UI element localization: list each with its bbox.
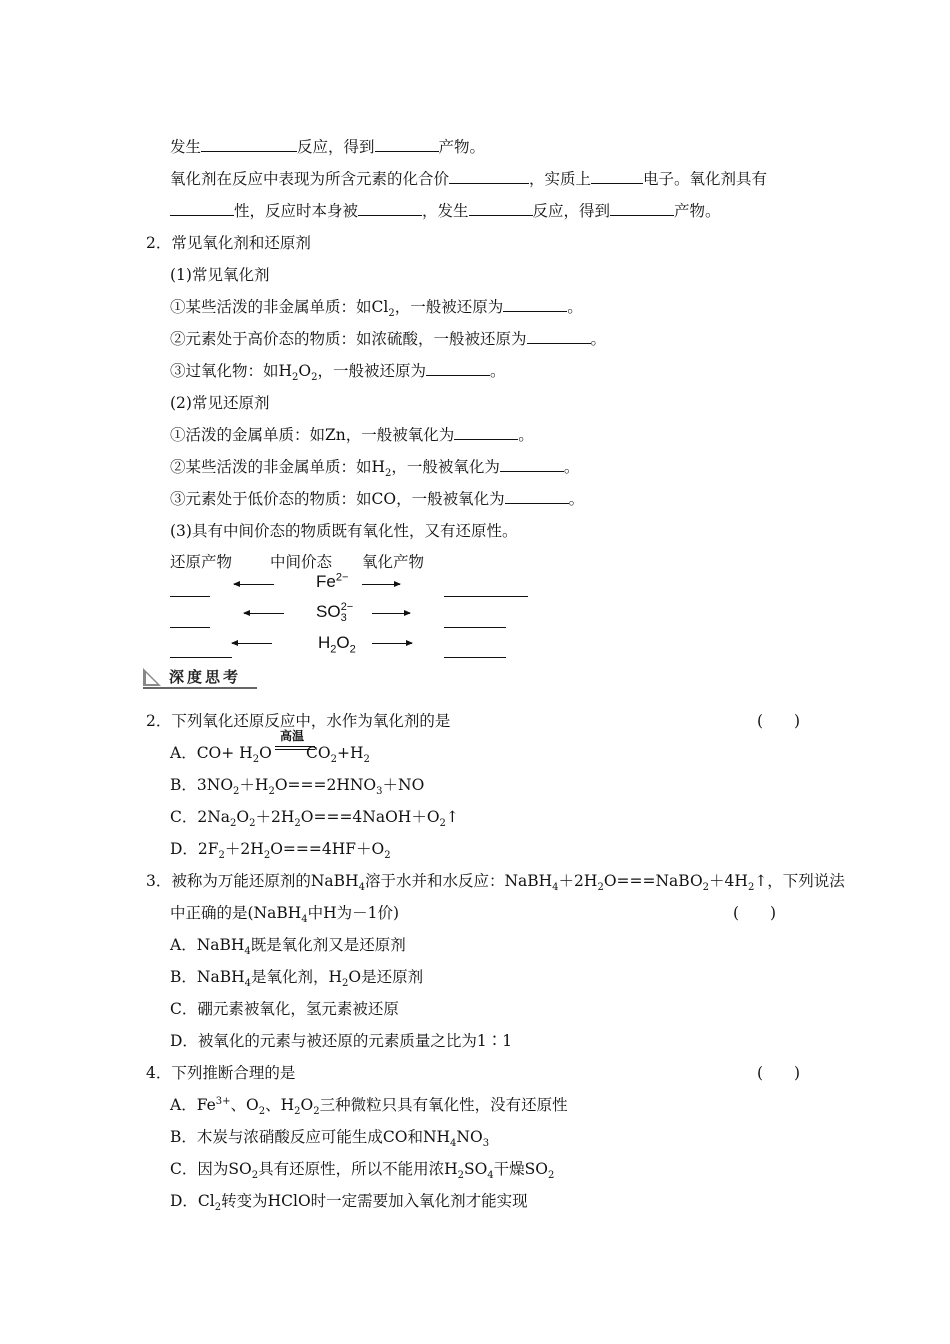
oxidant-item-1: ①某些活泼的非金属单质：如$Cl_2$，一般被还原为 。 xyxy=(170,298,583,320)
q2-option-d[interactable]: D．$2F_2+2H_2O===4HF+O_2$ xyxy=(170,840,391,862)
q2-option-a[interactable]: A．$CO+ H_2O$ xyxy=(170,744,272,766)
col-intermediate-valence: 中间价态 xyxy=(270,553,333,571)
answer-blank[interactable] xyxy=(201,137,297,152)
question-3-stem-line2: 中正确的是(NaBH$_4$中H为－1价) xyxy=(170,904,400,926)
answer-paren[interactable]: ( ) xyxy=(733,904,777,922)
answer-blank[interactable] xyxy=(505,489,569,504)
q3-option-d[interactable]: D．被氧化的元素与被还原的元素质量之比为1∶1 xyxy=(170,1032,513,1050)
q3-option-a[interactable]: A．NaBH$_4$既是氧化剂又是还原剂 xyxy=(170,936,406,958)
q3-option-b[interactable]: B．NaBH$_4$是氧化剂，$H_2O$是还原剂 xyxy=(170,968,424,990)
deep-thinking-header: 深度思考 xyxy=(143,666,257,690)
q2-option-a-rhs: $CO_2+H_2$ xyxy=(306,744,370,766)
answer-blank[interactable] xyxy=(591,169,643,184)
q4-option-b[interactable]: B．木炭与浓硝酸反应可能生成CO和$NH_4NO_3$ xyxy=(170,1128,490,1150)
col-oxidized-product: 氧化产物 xyxy=(362,553,425,571)
intro-line-2: 氧化剂在反应中表现为所含元素的化合价 ，实质上 电子。氧化剂具有 xyxy=(170,170,768,188)
question-4-stem: 4．下列推断合理的是 xyxy=(146,1064,296,1082)
left-arrow xyxy=(232,643,272,644)
species-h2o2: $H_2O_2$ xyxy=(318,633,356,656)
answer-blank[interactable] xyxy=(170,596,210,597)
q4-option-c[interactable]: C．因为$SO_2$具有还原性，所以不能用浓$H_2SO_4$干燥$SO_2$ xyxy=(170,1160,555,1182)
reductant-item-2: ②某些活泼的非金属单质：如$H_2$，一般被氧化为 。 xyxy=(170,458,580,480)
answer-paren[interactable]: ( ) xyxy=(757,712,801,730)
q2-option-b[interactable]: B．$3NO_2+H_2O===2HNO_3+NO$ xyxy=(170,776,425,798)
q4-option-a[interactable]: A．$Fe^{3+}$、$O_2$、$H_2O_2$三种微粒只具有氧化性，没有还原性 xyxy=(170,1095,568,1118)
right-arrow xyxy=(372,643,412,644)
left-arrow xyxy=(244,613,284,614)
intro-line-1: 发生 反应，得到 产物。 xyxy=(170,138,486,156)
right-arrow xyxy=(362,584,400,585)
answer-blank[interactable] xyxy=(358,201,422,216)
section-title: 2．常见氧化剂和还原剂 xyxy=(146,234,311,252)
corner-triangle-icon xyxy=(143,668,161,686)
answer-blank[interactable] xyxy=(500,457,564,472)
q2-option-c[interactable]: C．$2Na_2O_2+2H_2O===4NaOH+O_2↑$ xyxy=(170,808,459,830)
oxidant-item-3: ③过氧化物：如$H_2O_2$，一般被还原为 。 xyxy=(170,362,506,384)
answer-blank[interactable] xyxy=(170,627,210,628)
answer-blank[interactable] xyxy=(444,627,506,628)
col-reduced-product: 还原产物 xyxy=(170,553,233,571)
header-underline xyxy=(143,687,257,689)
oxidants-heading: (1)常见氧化剂 xyxy=(170,266,270,284)
answer-blank[interactable] xyxy=(375,137,439,152)
answer-blank[interactable] xyxy=(426,361,490,376)
right-arrow xyxy=(372,613,410,614)
q4-option-d[interactable]: D．$Cl_2$转变为HClO时一定需要加入氧化剂才能实现 xyxy=(170,1192,528,1214)
question-3-stem: 3．被称为万能还原剂的NaBH$_4$溶于水并和水反应：$NaBH_4+2H_2O===NaBO_2+4H_2↑$，下列说法 xyxy=(146,872,845,894)
answer-blank[interactable] xyxy=(170,201,234,216)
answer-blank[interactable] xyxy=(449,169,529,184)
answer-blank[interactable] xyxy=(527,329,591,344)
reductant-item-1: ①活泼的金属单质：如Zn，一般被氧化为 。 xyxy=(170,426,534,444)
answer-blank[interactable] xyxy=(170,657,232,658)
oxidant-item-2: ②元素处于高价态的物质：如浓硫酸，一般被还原为 。 xyxy=(170,330,607,348)
left-arrow xyxy=(234,584,274,585)
answer-blank[interactable] xyxy=(454,425,518,440)
species-fe: $Fe^{2-}$ xyxy=(316,571,349,591)
reductants-heading: (2)常见还原剂 xyxy=(170,394,270,412)
intermediate-heading: (3)具有中间价态的物质既有氧化性，又有还原性。 xyxy=(170,522,518,540)
answer-blank[interactable] xyxy=(444,596,528,597)
reaction-condition: 高温 xyxy=(280,729,305,743)
answer-blank[interactable] xyxy=(503,297,567,312)
answer-blank[interactable] xyxy=(469,201,533,216)
q3-option-c[interactable]: C．硼元素被氧化，氢元素被还原 xyxy=(170,1000,399,1018)
reductant-item-3: ③元素处于低价态的物质：如CO，一般被氧化为 。 xyxy=(170,490,585,508)
answer-paren[interactable]: ( ) xyxy=(757,1064,801,1082)
question-2-stem: 2．下列氧化还原反应中，水作为氧化剂的是 xyxy=(146,712,451,730)
answer-blank[interactable] xyxy=(444,657,506,658)
species-so3: $SO_3^{2-}$ xyxy=(316,601,354,625)
answer-blank[interactable] xyxy=(610,201,674,216)
intro-line-3: 性，反应时本身被 ，发生 反应，得到 产物。 xyxy=(170,201,721,221)
